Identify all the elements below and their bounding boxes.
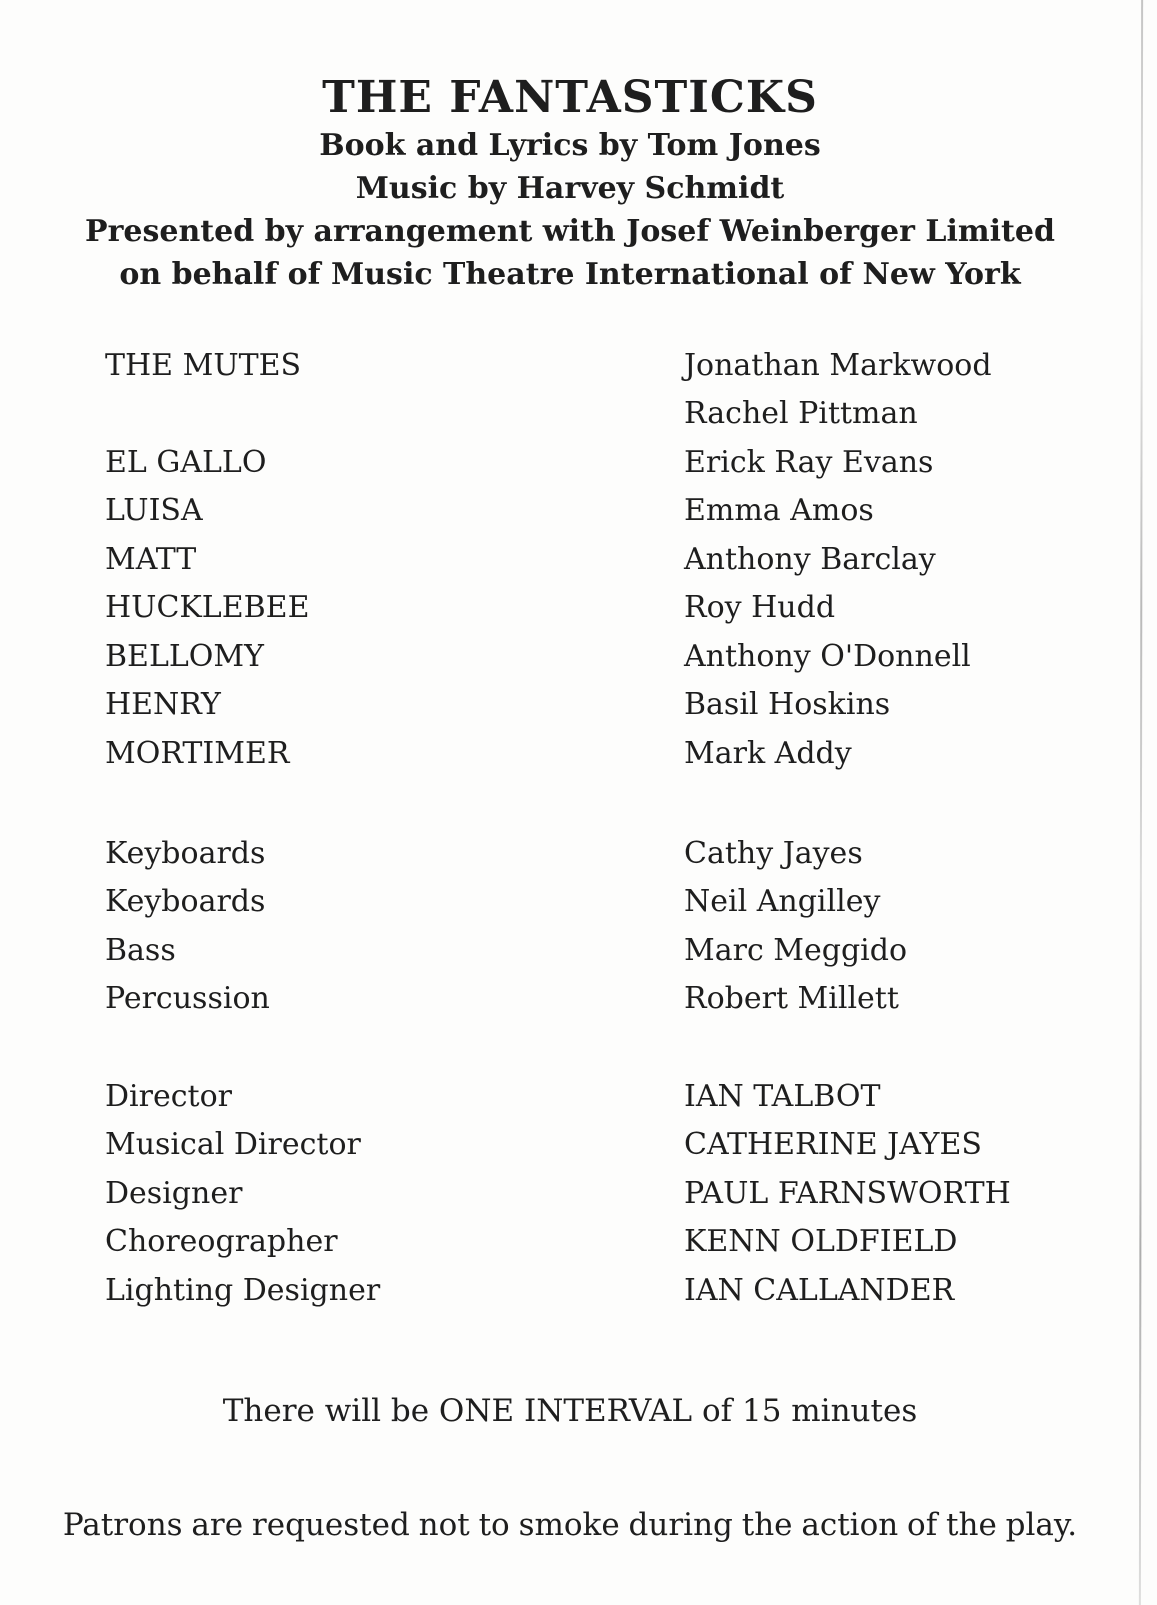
production-row [105, 1169, 1011, 1218]
crew-name: KENN OLDFIELD [684, 1224, 958, 1260]
band-row [105, 975, 907, 1024]
performer-name: Basil Hoskins [684, 687, 891, 723]
smoking-note: Patrons are requested not to smoke during the action of the play. [62, 1507, 1078, 1543]
cast-row [105, 390, 992, 439]
cast-row [105, 632, 992, 681]
credit-line-book-lyrics: Book and Lyrics by Tom Jones [319, 128, 821, 163]
credit-line-on-behalf: on behalf of Music Theatre International of New York [119, 257, 1021, 292]
performer-name: Jonathan Markwood [684, 347, 992, 383]
role-label: MORTIMER [105, 735, 290, 771]
show-title: THE FANTASTICKS [322, 72, 818, 123]
musician-name: Robert Millett [684, 981, 899, 1017]
band-list [105, 829, 907, 1023]
crew-name: IAN TALBOT [684, 1078, 881, 1114]
production-team-list [105, 1072, 1011, 1315]
crew-name: CATHERINE JAYES [684, 1127, 982, 1163]
role-label: THE MUTES [105, 347, 302, 383]
cast-row [105, 438, 992, 487]
instrument-label: Percussion [105, 981, 270, 1017]
cast-row [105, 584, 992, 633]
production-row [105, 1072, 1011, 1121]
instrument-label: Keyboards [105, 835, 266, 871]
musician-name: Neil Angilley [684, 884, 881, 920]
production-row [105, 1266, 1011, 1315]
cast-row [105, 341, 992, 390]
role-label: EL GALLO [105, 444, 267, 480]
role-label: MATT [105, 541, 197, 577]
role-label: HUCKLEBEE [105, 590, 310, 626]
musician-name: Marc Meggido [684, 932, 908, 968]
performer-name: Emma Amos [684, 493, 874, 529]
performer-name: Erick Ray Evans [684, 444, 934, 480]
role-label: HENRY [105, 687, 221, 723]
credit-line-music: Music by Harvey Schmidt [355, 171, 785, 206]
interval-note: There will be ONE INTERVAL of 15 minutes [222, 1393, 918, 1429]
band-row [105, 878, 907, 927]
production-row [105, 1121, 1011, 1170]
role-label: LUISA [105, 493, 203, 529]
cast-row [105, 487, 992, 536]
cast-row [105, 681, 992, 730]
performer-name: Anthony O'Donnell [684, 638, 971, 674]
credit-line-arrangement: Presented by arrangement with Josef Weinberger Limited [85, 214, 1055, 249]
performer-name: Roy Hudd [684, 590, 836, 626]
crew-name: IAN CALLANDER [684, 1272, 955, 1308]
instrument-label: Keyboards [105, 884, 266, 920]
job-title-label: Lighting Designer [105, 1272, 381, 1308]
job-title-label: Director [105, 1078, 233, 1114]
job-title-label: Designer [105, 1175, 243, 1211]
production-row [105, 1218, 1011, 1267]
band-row [105, 926, 907, 975]
programme-header [0, 72, 1140, 296]
job-title-label: Choreographer [105, 1224, 338, 1260]
musician-name: Cathy Jayes [684, 835, 863, 871]
performer-name: Rachel Pittman [684, 396, 918, 432]
cast-row [105, 535, 992, 584]
performer-name: Mark Addy [684, 735, 852, 771]
performer-name: Anthony Barclay [684, 541, 936, 577]
role-label: BELLOMY [105, 638, 264, 674]
crew-name: PAUL FARNSWORTH [684, 1175, 1011, 1211]
instrument-label: Bass [105, 932, 176, 968]
band-row [105, 829, 907, 878]
cast-row [105, 729, 992, 778]
job-title-label: Musical Director [105, 1127, 361, 1163]
cast-list [105, 341, 992, 778]
